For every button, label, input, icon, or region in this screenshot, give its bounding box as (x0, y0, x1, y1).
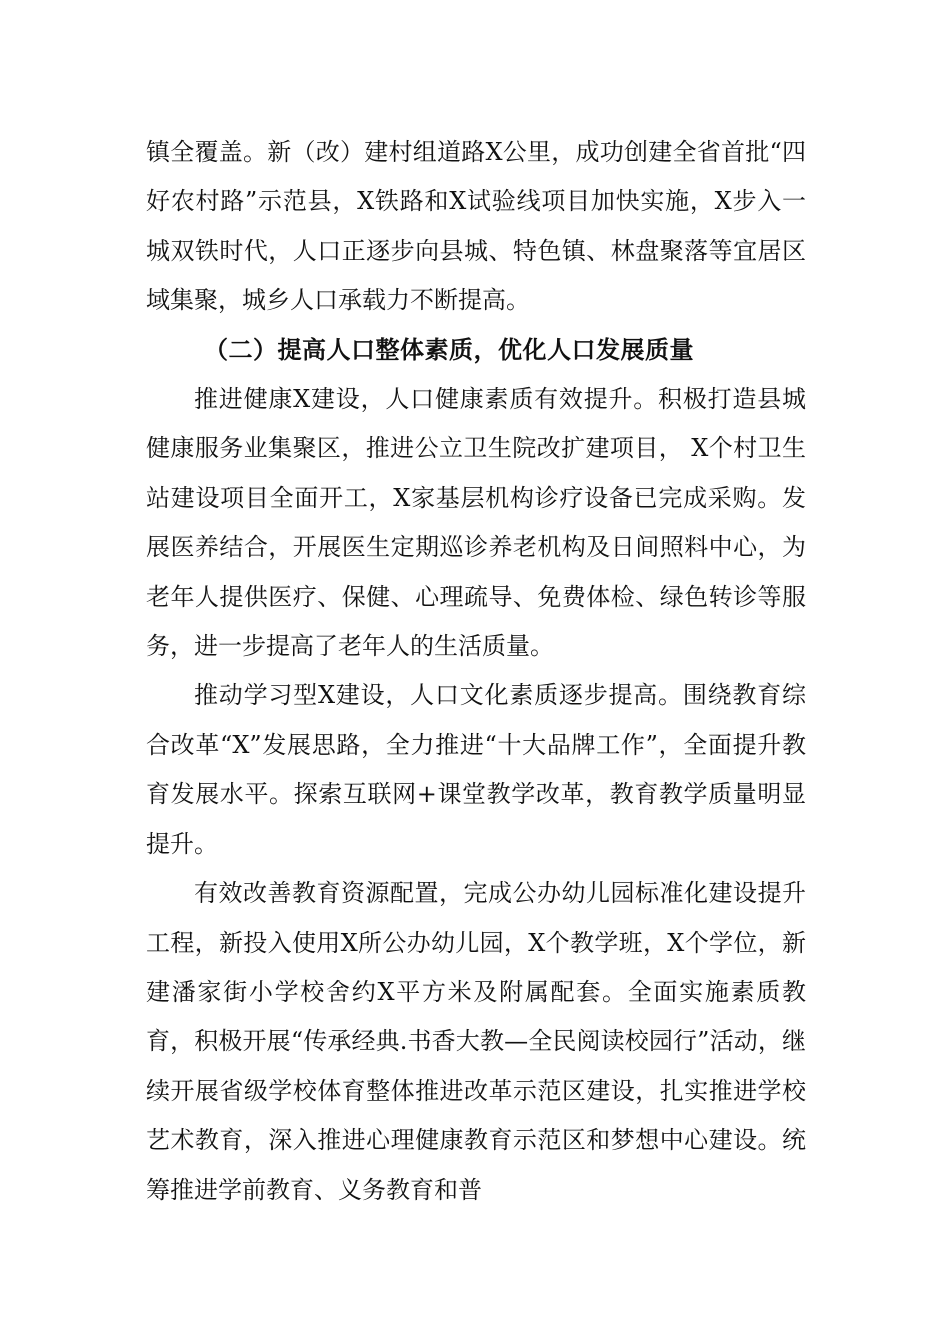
document-body (146, 128, 806, 1215)
section-heading: （二）提高人口整体素质，优化人口发展质量 (204, 335, 694, 364)
paragraph-continuation: 镇全覆盖。新（改）建村组道路X公里，成功创建全省首批“四好农村路”示范县，X铁路和X试验线项目加快实施，X步入一城双铁时代，人口正逐步向县城、特色镇、林盘聚落等宜居区域集聚，城乡人口承载力不断提高。 (146, 138, 806, 315)
paragraph-health: 推进健康X建设，人口健康素质有效提升。积极打造县城健康服务业集聚区，推进公立卫生院改扩建项目， X个村卫生站建设项目全面开工，X家基层机构诊疗设备已完成采购。发展医养结合，开展医生定期巡诊养老机构及日间照料中心，为老年人提供医疗、保健、心理疏导、免费体检、绿色转诊等服务，进一步提高了老年人的生活质量。 (146, 385, 806, 661)
paragraph-education-resources: 有效改善教育资源配置，完成公办幼儿园标准化建设提升工程，新投入使用X所公办幼儿园，X个教学班，X个学位，新建潘家街小学校舍约X平方米及附属配套。全面实施素质教育，积极开展“传承经典.书香大教—全民阅读校园行”活动，继续开展省级学校体育整体推进改革示范区建设，扎实推进学校艺术教育，深入推进心理健康教育示范区和梦想中心建设。统筹推进学前教育、义务教育和普 (146, 879, 806, 1204)
paragraph-education-culture: 推动学习型X建设，人口文化素质逐步提高。围绕教育综合改革“X”发展思路，全力推进“十大品牌工作”，全面提升教育发展水平。探索互联网+课堂教学改革，教育教学质量明显提升。 (146, 681, 806, 858)
